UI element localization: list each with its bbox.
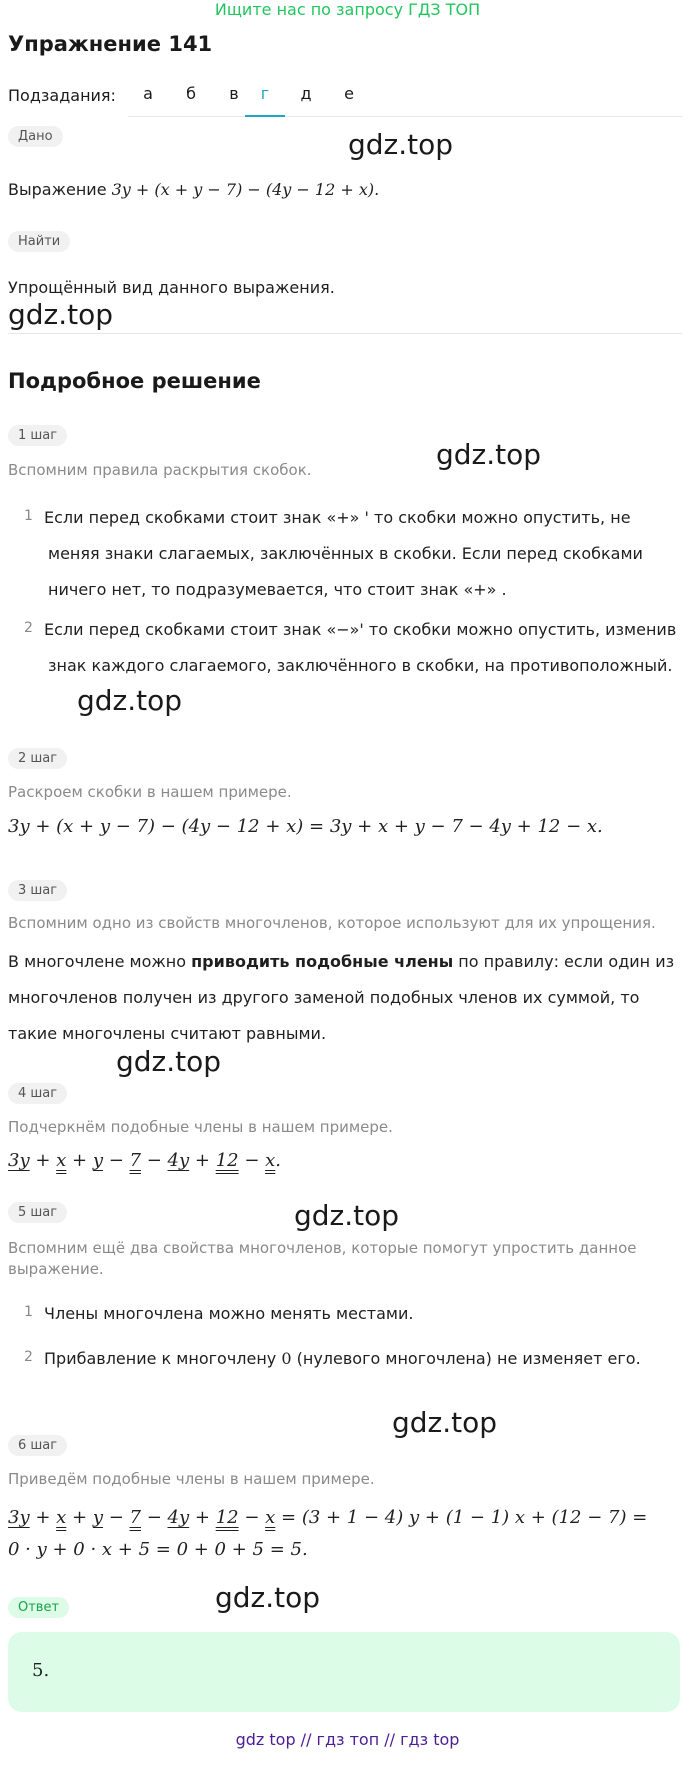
given-badge: Дано xyxy=(8,126,63,147)
tab-a[interactable]: а xyxy=(143,84,153,103)
answer-box xyxy=(8,1632,680,1712)
step4-caption: Подчеркнём подобные члены в нашем примере. xyxy=(8,1118,393,1136)
step3-line1-pre: В многочлене можно xyxy=(8,952,192,971)
step5-caption-line1: Вспомним ещё два свойства многочленов, которые помогут упростить данное xyxy=(8,1239,637,1257)
step5-caption xyxy=(8,1238,637,1280)
rule-1-line1: Если перед скобками стоит знак «+» ' то скобки можно опустить, не xyxy=(44,508,631,527)
step6-caption: Приведём подобные члены в нашем примере. xyxy=(8,1470,375,1488)
step6-line1: 3y + x + y − 7 − 4y + 12 − x = (3 + 1 − 4) y + (1 − 1) x + (12 − 7) = xyxy=(8,1507,648,1528)
property-2-post: (нулевого многочлена) не изменяет его. xyxy=(291,1349,641,1368)
promo-banner: Ищите нас по запросу ГДЗ ТОП xyxy=(214,0,481,19)
term-3y: 3y xyxy=(8,1507,30,1528)
property-1-number: 1 xyxy=(24,1304,33,1320)
given-prefix: Выражение xyxy=(8,180,107,199)
tab-d[interactable]: д xyxy=(300,84,312,103)
find-text: Упрощённый вид данного выражения. xyxy=(8,278,335,297)
step5-caption-line2: выражение. xyxy=(8,1260,104,1278)
watermark: gdz.top xyxy=(294,1199,400,1232)
watermark: gdz.top xyxy=(436,438,542,471)
find-badge: Найти xyxy=(8,231,70,252)
term-4y: 4y xyxy=(167,1150,190,1171)
tab-b[interactable]: б xyxy=(186,84,196,103)
property-2-text xyxy=(44,1341,684,1377)
step3-line1 xyxy=(8,944,678,980)
answer-value: 5. xyxy=(32,1660,50,1681)
term-4y: 4y xyxy=(167,1507,190,1528)
watermark: gdz.top xyxy=(77,684,183,717)
step4-formula: 3y + x + y − 7 − 4y + 12 − x. xyxy=(8,1150,282,1171)
step3-line1-bold: приводить подобные члены xyxy=(191,952,454,971)
term-7: 7 xyxy=(129,1507,141,1528)
subtasks-tabs xyxy=(128,84,682,117)
rule-2 xyxy=(24,612,684,684)
property-2-number: 2 xyxy=(24,1349,33,1365)
step3-line3: такие многочлены считают равными. xyxy=(8,1024,327,1043)
rule-2-number: 2 xyxy=(24,620,33,636)
watermark: gdz.top xyxy=(392,1406,498,1439)
rule-1-line3: ничего нет, то подразумевается, что стоит знак «+» . xyxy=(48,580,507,599)
step6-formula xyxy=(8,1502,647,1566)
step2-formula: 3y + (x + y − 7) − (4y − 12 + x) = 3y + x + y − 7 − 4y + 12 − x. xyxy=(8,816,603,837)
term-y: y xyxy=(92,1507,104,1528)
term-3y: 3y xyxy=(8,1150,30,1171)
property-1-text: Члены многочлена можно менять местами. xyxy=(44,1304,414,1323)
tab-e[interactable]: е xyxy=(344,84,354,103)
term-x2: x xyxy=(265,1507,276,1528)
step1-badge: 1 шаг xyxy=(8,425,67,446)
step2-badge: 2 шаг xyxy=(8,748,67,769)
property-2-pre: Прибавление к многочлену xyxy=(44,1349,282,1368)
watermark: gdz.top xyxy=(348,128,454,161)
solution-title: Подробное решение xyxy=(8,369,261,393)
property-2 xyxy=(24,1341,684,1377)
rule-1-number: 1 xyxy=(24,508,33,524)
tab-v[interactable]: в xyxy=(229,84,239,103)
step6-line2: 0 · y + 0 · x + 5 = 0 + 0 + 5 = 5. xyxy=(8,1539,308,1560)
term-x2: x xyxy=(265,1150,276,1171)
page-title: Упражнение 141 xyxy=(8,32,213,56)
term-7: 7 xyxy=(129,1150,141,1171)
step2-caption: Раскроем скобки в нашем примере. xyxy=(8,783,292,801)
rule-1-line2: меняя знаки слагаемых, заключённых в скобки. Если перед скобками xyxy=(48,544,643,563)
tab-g[interactable]: г xyxy=(245,84,285,117)
watermark: gdz.top xyxy=(116,1045,222,1078)
term-y: y xyxy=(92,1150,104,1171)
step5-badge: 5 шаг xyxy=(8,1202,67,1223)
step6-line1-rest: = (3 + 1 − 4) y + (1 − 1) x + (12 − 7) = xyxy=(281,1507,648,1528)
rule-2-line1: Если перед скобками стоит знак «−»' то скобки можно опустить, изменив xyxy=(44,620,677,639)
divider xyxy=(8,333,682,334)
step3-line2: многочленов получен из другого заменой подобных членов их суммой, то xyxy=(8,988,640,1007)
term-x: x xyxy=(56,1507,67,1528)
watermark: gdz.top xyxy=(8,298,114,331)
answer-badge: Ответ xyxy=(8,1597,69,1618)
property-2-zero: 0 xyxy=(281,1349,292,1368)
given-expression: 3y + (x + y − 7) − (4y − 12 + x). xyxy=(111,180,380,199)
subtasks-label: Подзадания: xyxy=(8,86,116,105)
step3-badge: 3 шаг xyxy=(8,880,67,901)
step3-line1-post: по правилу: если один из xyxy=(453,952,675,971)
term-x: x xyxy=(56,1150,67,1171)
step4-badge: 4 шаг xyxy=(8,1083,67,1104)
step6-badge: 6 шаг xyxy=(8,1435,67,1456)
term-12: 12 xyxy=(215,1150,239,1171)
given-text xyxy=(8,172,379,208)
step3-caption: Вспомним одно из свойств многочленов, которое используют для их упрощения. xyxy=(8,914,656,932)
step3-rule xyxy=(8,944,678,1052)
rule-2-line2: знак каждого слагаемого, заключённого в скобки, на противоположный. xyxy=(48,656,673,675)
footer-links[interactable]: gdz top // гдз топ // гдз top xyxy=(235,1730,460,1749)
step1-caption: Вспомним правила раскрытия скобок. xyxy=(8,461,312,479)
property-1 xyxy=(24,1296,684,1332)
rule-1 xyxy=(24,500,684,608)
watermark: gdz.top xyxy=(215,1581,321,1614)
term-12: 12 xyxy=(215,1507,239,1528)
